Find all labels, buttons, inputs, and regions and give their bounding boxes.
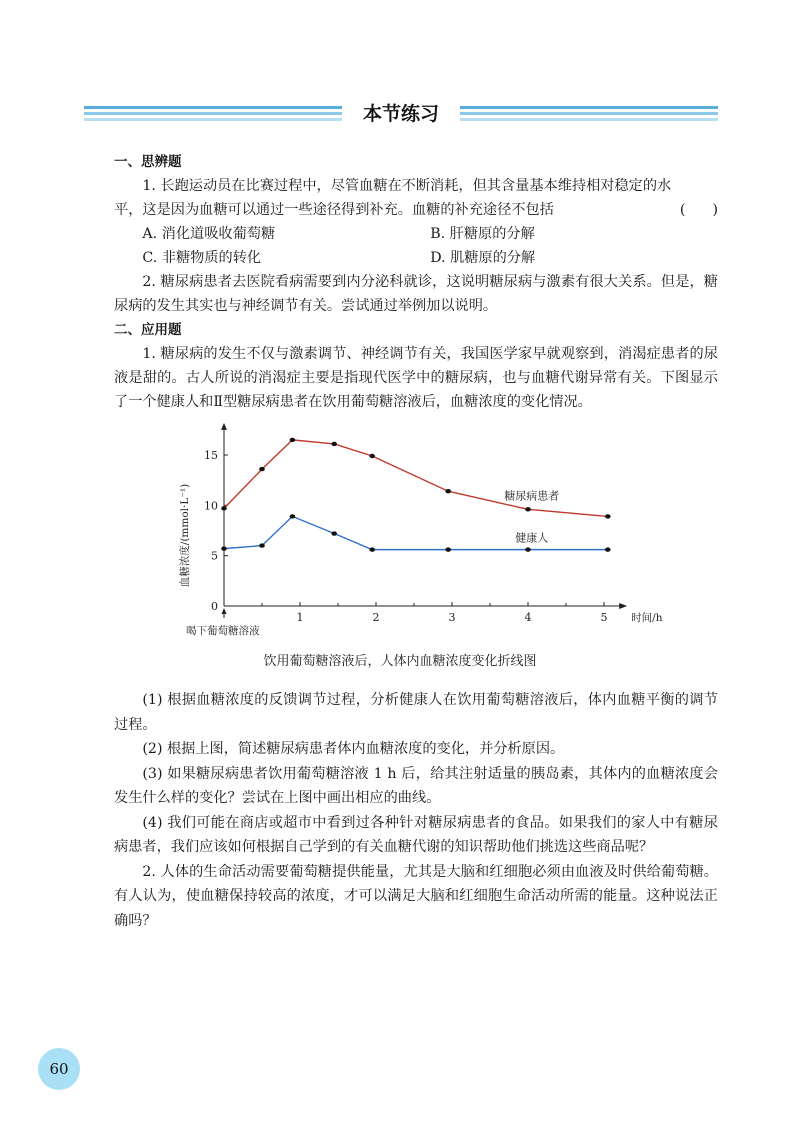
question-1-text-b: 平，这是因为血糖可以通过一些途径得到补充。血糖的补充途径不包括	[114, 202, 554, 218]
y-tick-label: 10	[204, 499, 218, 513]
healthy-data-point	[369, 547, 375, 551]
y-axis-label: 血糖浓度/(mmol·L⁻¹)	[179, 483, 191, 588]
x-axis-arrow	[619, 603, 627, 609]
diabetic-series-line	[224, 440, 608, 517]
application-q1-intro: 1. 糖尿病的发生不仅与激素调节、神经调节有关，我国医学家早就观察到，消渴症患者的尿液是甜的。古人所说的消渴症主要是指现代医学中的糖尿病，也与血糖代谢异常有关。下图显示了一个健康人和Ⅱ型糖尿病患者在饮用葡萄糖溶液后，血糖浓度的变化情况。	[114, 346, 718, 410]
healthy-data-point	[331, 531, 337, 535]
question-2-text: 2. 糖尿病患者去医院看病需要到内分泌科就诊，这说明糖尿病与激素有很大关系。但是，糖尿病的发生其实也与神经调节有关。尝试通过举例加以说明。	[114, 274, 718, 314]
y-tick-label: 15	[204, 449, 218, 462]
healthy-data-point	[445, 547, 451, 551]
legend-diabetic: 糖尿病患者	[504, 489, 560, 503]
application-subquestions	[114, 688, 718, 933]
question-1-text-a: 1. 长跑运动员在比赛过程中，尽管血糖在不断消耗，但其含量基本维持相对稳定的水	[142, 178, 672, 194]
x-tick-label: 4	[524, 611, 532, 624]
exercise-content	[114, 150, 718, 414]
subquestion-1: (1) 根据血糖浓度的反馈调节过程，分析健康人在饮用葡萄糖溶液后，体内血糖平衡的调节过程。	[114, 692, 718, 733]
chart-caption: 饮用葡萄糖溶液后，人体内血糖浓度变化折线图	[263, 654, 537, 669]
x-tick-label: 5	[600, 611, 608, 624]
section-title-1: 一、思辨题	[114, 154, 182, 170]
legend-healthy: 健康人	[515, 531, 549, 545]
y-tick-label: 0	[211, 600, 218, 613]
section-title-2: 二、应用题	[114, 322, 182, 338]
diabetic-data-point	[290, 438, 296, 442]
healthy-data-point	[259, 543, 265, 547]
chart-svg	[170, 425, 663, 645]
question-1-options	[114, 222, 718, 270]
header-decoration-left	[84, 106, 342, 124]
healthy-data-point	[290, 514, 296, 518]
y-tick-label: 5	[211, 549, 218, 563]
start-annotation: 喝下葡萄糖溶液	[186, 625, 260, 637]
option-a: A. 消化道吸收葡萄糖	[142, 226, 276, 242]
answer-blank: ( )	[679, 202, 718, 218]
diabetic-data-point	[525, 507, 531, 511]
diabetic-data-point	[221, 506, 227, 510]
diabetic-data-point	[259, 467, 265, 471]
healthy-data-point	[525, 547, 531, 551]
question-1-text-b-row	[114, 198, 718, 222]
subquestion-3: (3) 如果糖尿病患者饮用葡萄糖溶液 1 h 后，给其注射适量的胰岛素，其体内的血糖浓度会发生什么样的变化？尝试在上图中画出相应的曲线。	[114, 765, 718, 806]
blood-glucose-chart	[170, 425, 663, 675]
section-header	[84, 96, 718, 132]
page-number: 60	[38, 1048, 80, 1090]
header-decoration-right	[460, 106, 718, 124]
start-marker-arrow	[222, 608, 227, 614]
x-axis-label: 时间/h	[631, 612, 663, 624]
diabetic-data-point	[331, 442, 337, 446]
x-tick-label: 1	[296, 611, 304, 624]
option-c: C. 非糖物质的转化	[142, 250, 262, 266]
healthy-series-line	[224, 516, 608, 549]
subquestion-4: (4) 我们可能在商店或超市中看到过各种针对糖尿病患者的食品。如果我们的家人中有糖尿病患者，我们应该如何根据自己学到的有关血糖代谢的知识帮助他们挑选这些商品呢？	[114, 814, 718, 855]
diabetic-data-point	[445, 489, 451, 493]
healthy-data-point	[221, 546, 227, 550]
diabetic-data-point	[605, 514, 611, 518]
option-d: D. 肌糖原的分解	[430, 250, 536, 266]
y-axis-arrow	[221, 423, 227, 430]
healthy-data-point	[605, 547, 611, 551]
page-title: 本节练习	[362, 103, 439, 125]
x-tick-label: 3	[448, 611, 456, 624]
x-tick-label: 2	[372, 611, 380, 624]
option-b: B. 肝糖原的分解	[430, 226, 535, 242]
subquestion-2: (2) 根据上图，简述糖尿病患者体内血糖浓度的变化，并分析原因。	[142, 741, 565, 757]
diabetic-data-point	[369, 454, 375, 458]
application-q2: 2. 人体的生命活动需要葡萄糖提供能量，尤其是大脑和红细胞必须由血液及时供给葡萄糖。有人认为，使血糖保持较高的浓度，才可以满足大脑和红细胞生命活动所需的能量。这种说法正确吗？	[114, 863, 718, 929]
